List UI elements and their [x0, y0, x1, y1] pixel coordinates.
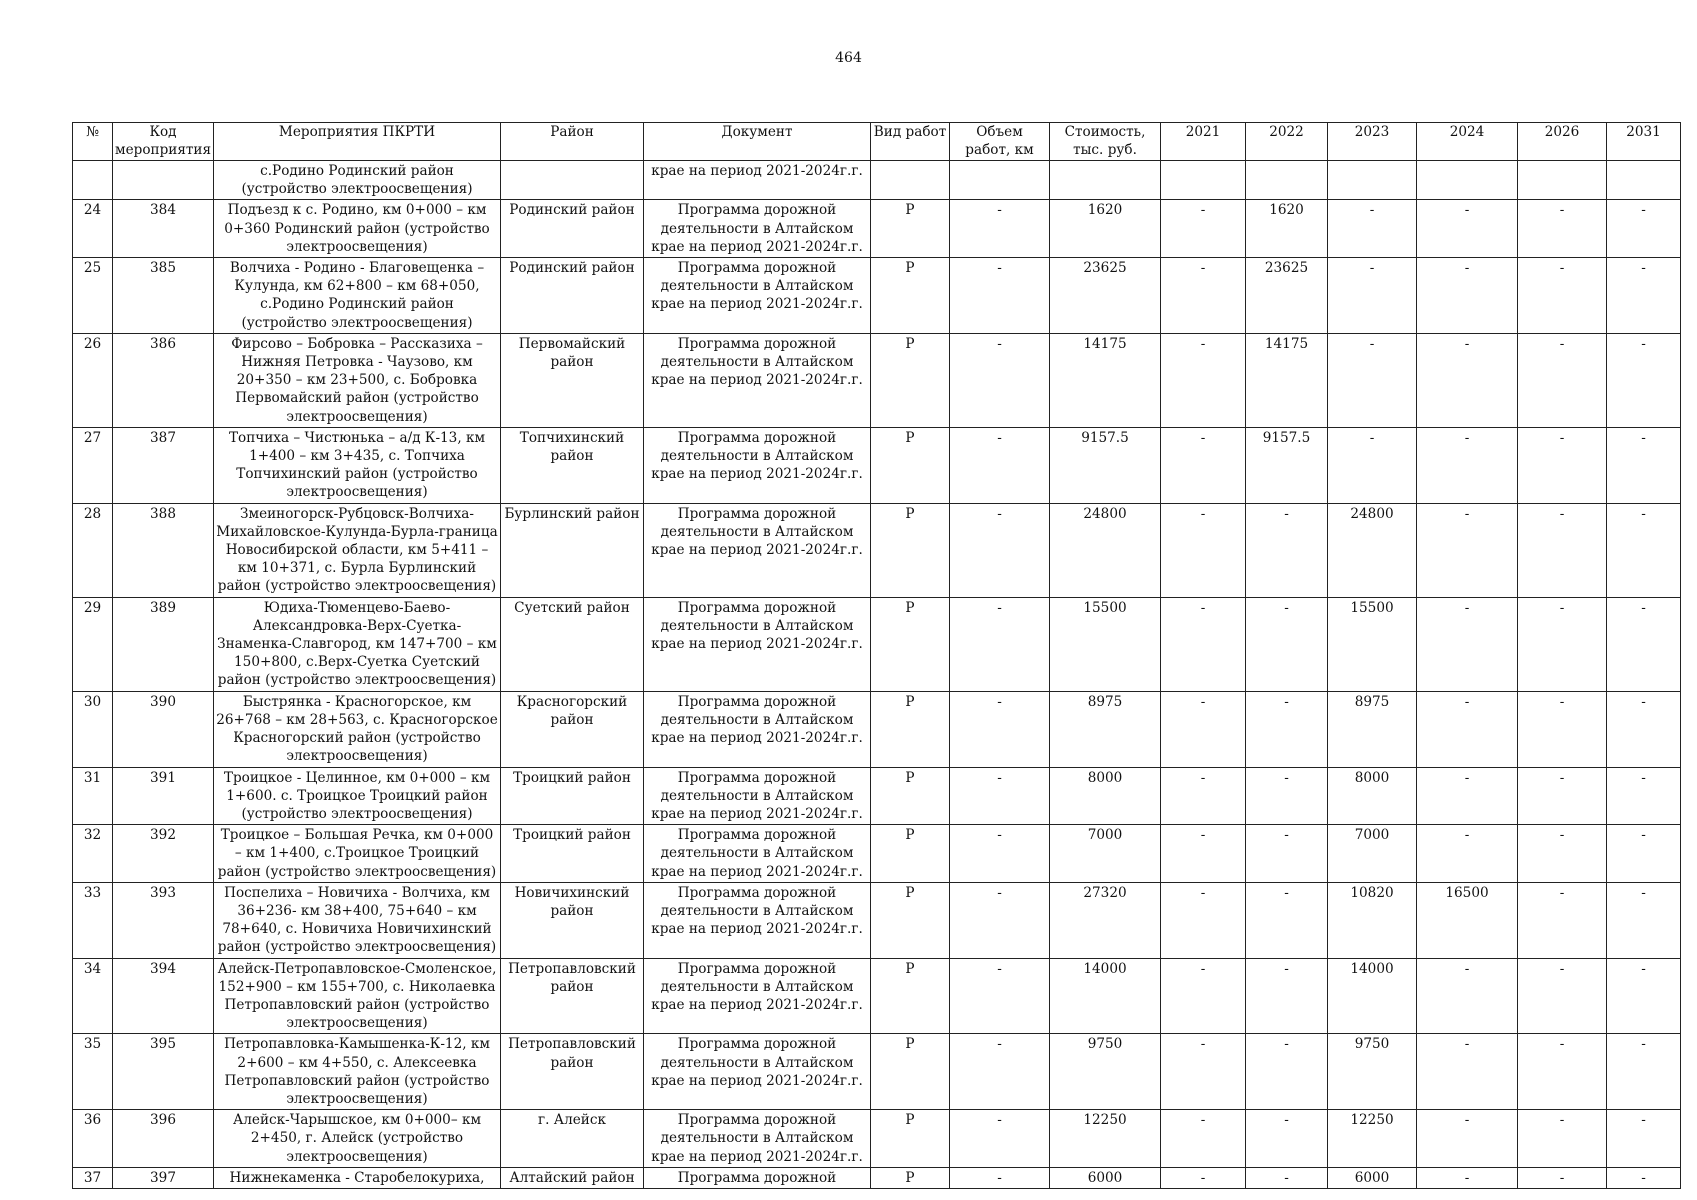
cell-2026: -: [1518, 767, 1607, 825]
cell-no: 32: [73, 825, 113, 883]
cell-2024: -: [1417, 200, 1518, 258]
cell-volume: -: [950, 200, 1050, 258]
cell-work-type: Р: [871, 258, 950, 334]
cell-code: 393: [113, 882, 214, 958]
cell-2026: -: [1518, 958, 1607, 1034]
cell-code: 384: [113, 200, 214, 258]
cell-cost: 9750: [1050, 1034, 1161, 1110]
cell-cost: 24800: [1050, 503, 1161, 597]
cell-document: Программа дорожной: [644, 1167, 871, 1188]
header-2024: 2024: [1417, 123, 1518, 161]
cell-work-type: Р: [871, 597, 950, 691]
cell-no: 27: [73, 427, 113, 503]
cell-2031: -: [1607, 1110, 1681, 1168]
table-row: [73, 503, 1681, 597]
cell-document: Программа дорожной деятельности в Алтайском крае на период 2021-2024г.г.: [644, 882, 871, 958]
header-code: Код мероприятия: [113, 123, 214, 161]
table-row: [73, 767, 1681, 825]
cell-document: Программа дорожной деятельности в Алтайском крае на период 2021-2024г.г.: [644, 503, 871, 597]
cell-2024: -: [1417, 427, 1518, 503]
cell-2024: -: [1417, 258, 1518, 334]
cell-work-type: [871, 161, 950, 200]
cell-2024: -: [1417, 825, 1518, 883]
cell-volume: [950, 161, 1050, 200]
cell-2023: 8975: [1328, 691, 1417, 767]
cell-code: [113, 161, 214, 200]
cell-district: Бурлинский район: [501, 503, 644, 597]
cell-2023: 7000: [1328, 825, 1417, 883]
cell-2023: 8000: [1328, 767, 1417, 825]
cell-code: 397: [113, 1167, 214, 1188]
cell-no: 30: [73, 691, 113, 767]
cell-measure: Алейск-Петропавловское-Смоленское, 152+900 – км 155+700, с. Николаевка Петропавловский район (устройство электроосвещения): [214, 958, 501, 1034]
cell-2026: -: [1518, 1110, 1607, 1168]
cell-volume: -: [950, 1034, 1050, 1110]
cell-document: Программа дорожной деятельности в Алтайском крае на период 2021-2024г.г.: [644, 258, 871, 334]
header-measure: Мероприятия ПКРТИ: [214, 123, 501, 161]
cell-2024: -: [1417, 333, 1518, 427]
cell-2031: -: [1607, 767, 1681, 825]
cell-work-type: Р: [871, 200, 950, 258]
cell-measure: Нижнекаменка - Старобелокуриха,: [214, 1167, 501, 1188]
cell-work-type: Р: [871, 691, 950, 767]
cell-2031: -: [1607, 1034, 1681, 1110]
cell-code: 396: [113, 1110, 214, 1168]
cell-2023: -: [1328, 333, 1417, 427]
cell-code: 388: [113, 503, 214, 597]
table-row: [73, 597, 1681, 691]
cell-2023: -: [1328, 200, 1417, 258]
cell-2024: -: [1417, 503, 1518, 597]
cell-2022: -: [1246, 503, 1328, 597]
cell-measure: Троицкое - Целинное, км 0+000 – км 1+600. с. Троицкое Троицкий район (устройство электроосвещения): [214, 767, 501, 825]
cell-document: Программа дорожной деятельности в Алтайском крае на период 2021-2024г.г.: [644, 691, 871, 767]
header-district: Район: [501, 123, 644, 161]
cell-no: 26: [73, 333, 113, 427]
cell-measure: Волчиха - Родино - Благовещенка – Кулунда, км 62+800 – км 68+050, с.Родино Родинский район (устройство электроосвещения): [214, 258, 501, 334]
cell-volume: -: [950, 427, 1050, 503]
cell-2024: [1417, 161, 1518, 200]
cell-2021: -: [1161, 258, 1246, 334]
cell-2021: -: [1161, 1167, 1246, 1188]
cell-document: Программа дорожной деятельности в Алтайском крае на период 2021-2024г.г.: [644, 1034, 871, 1110]
measures-table: [72, 122, 1681, 1189]
cell-cost: 1620: [1050, 200, 1161, 258]
cell-2022: -: [1246, 691, 1328, 767]
cell-no: 31: [73, 767, 113, 825]
cell-volume: -: [950, 691, 1050, 767]
cell-no: [73, 161, 113, 200]
cell-work-type: Р: [871, 427, 950, 503]
cell-2031: -: [1607, 597, 1681, 691]
cell-cost: 8000: [1050, 767, 1161, 825]
cell-code: 390: [113, 691, 214, 767]
cell-2026: -: [1518, 691, 1607, 767]
cell-code: 392: [113, 825, 214, 883]
cell-2022: -: [1246, 597, 1328, 691]
cell-work-type: Р: [871, 767, 950, 825]
cell-volume: -: [950, 958, 1050, 1034]
cell-2026: -: [1518, 1034, 1607, 1110]
cell-measure: Троицкое – Большая Речка, км 0+000 – км 1+400, с.Троицкое Троицкий район (устройство электроосвещения): [214, 825, 501, 883]
table-row: [73, 1034, 1681, 1110]
page-number: 464: [835, 50, 862, 66]
cell-2031: -: [1607, 333, 1681, 427]
cell-2031: -: [1607, 825, 1681, 883]
cell-2026: -: [1518, 825, 1607, 883]
cell-2026: -: [1518, 200, 1607, 258]
cell-2026: -: [1518, 882, 1607, 958]
cell-2026: -: [1518, 333, 1607, 427]
cell-2024: -: [1417, 958, 1518, 1034]
cell-document: крае на период 2021-2024г.г.: [644, 161, 871, 200]
header-2021: 2021: [1161, 123, 1246, 161]
cell-code: 391: [113, 767, 214, 825]
cell-2021: -: [1161, 882, 1246, 958]
cell-no: 28: [73, 503, 113, 597]
cell-measure: Подъезд к с. Родино, км 0+000 – км 0+360 Родинский район (устройство электроосвещения): [214, 200, 501, 258]
table-row: [73, 691, 1681, 767]
cell-work-type: Р: [871, 503, 950, 597]
cell-district: г. Алейск: [501, 1110, 644, 1168]
header-2022: 2022: [1246, 123, 1328, 161]
table-row: [73, 333, 1681, 427]
header-2026: 2026: [1518, 123, 1607, 161]
cell-2026: [1518, 161, 1607, 200]
cell-2023: 24800: [1328, 503, 1417, 597]
cell-2022: -: [1246, 1110, 1328, 1168]
cell-district: Суетский район: [501, 597, 644, 691]
cell-2023: 14000: [1328, 958, 1417, 1034]
cell-document: Программа дорожной деятельности в Алтайском крае на период 2021-2024г.г.: [644, 597, 871, 691]
table-row: [73, 200, 1681, 258]
cell-2031: -: [1607, 882, 1681, 958]
cell-district: Петропавловский район: [501, 958, 644, 1034]
header-row: [73, 123, 1681, 161]
cell-2022: -: [1246, 958, 1328, 1034]
cell-2024: -: [1417, 1110, 1518, 1168]
cell-2031: -: [1607, 200, 1681, 258]
cell-2026: -: [1518, 427, 1607, 503]
cell-work-type: Р: [871, 1110, 950, 1168]
cell-district: Петропавловский район: [501, 1034, 644, 1110]
cell-2022: 9157.5: [1246, 427, 1328, 503]
cell-no: 35: [73, 1034, 113, 1110]
cell-2021: -: [1161, 200, 1246, 258]
cell-no: 34: [73, 958, 113, 1034]
cell-district: Троицкий район: [501, 825, 644, 883]
table-row: [73, 958, 1681, 1034]
cell-2021: -: [1161, 1110, 1246, 1168]
cell-2024: -: [1417, 1034, 1518, 1110]
cell-volume: -: [950, 258, 1050, 334]
cell-measure: Поспелиха – Новичиха - Волчиха, км 36+236- км 38+400, 75+640 – км 78+640, с. Новичиха Новичихинский район (устройство электроосвещения): [214, 882, 501, 958]
cell-district: Первомайский район: [501, 333, 644, 427]
cell-code: 394: [113, 958, 214, 1034]
cell-district: Красногорский район: [501, 691, 644, 767]
cell-document: Программа дорожной деятельности в Алтайском крае на период 2021-2024г.г.: [644, 427, 871, 503]
cell-volume: -: [950, 1110, 1050, 1168]
cell-2022: -: [1246, 767, 1328, 825]
cell-district: Новичихинский район: [501, 882, 644, 958]
cell-2031: -: [1607, 691, 1681, 767]
cell-volume: -: [950, 333, 1050, 427]
cell-2023: -: [1328, 258, 1417, 334]
cell-work-type: Р: [871, 825, 950, 883]
cell-2021: -: [1161, 825, 1246, 883]
header-document: Документ: [644, 123, 871, 161]
cell-2024: -: [1417, 1167, 1518, 1188]
cell-cost: 14000: [1050, 958, 1161, 1034]
cell-no: 25: [73, 258, 113, 334]
cell-measure: Петропавловка-Камышенка-К-12, км 2+600 – км 4+550, с. Алексеевка Петропавловский район (устройство электроосвещения): [214, 1034, 501, 1110]
cell-volume: -: [950, 882, 1050, 958]
cell-work-type: Р: [871, 958, 950, 1034]
continuation-row: [73, 161, 1681, 200]
cell-2026: -: [1518, 258, 1607, 334]
cell-2031: -: [1607, 958, 1681, 1034]
cell-2026: -: [1518, 597, 1607, 691]
cell-cost: 7000: [1050, 825, 1161, 883]
cell-volume: -: [950, 503, 1050, 597]
cell-district: Троицкий район: [501, 767, 644, 825]
cell-2023: 12250: [1328, 1110, 1417, 1168]
cell-measure: с.Родино Родинский район (устройство электроосвещения): [214, 161, 501, 200]
cell-volume: -: [950, 825, 1050, 883]
table-row: [73, 882, 1681, 958]
cell-2031: -: [1607, 427, 1681, 503]
table-row: [73, 1110, 1681, 1168]
header-cost: Стоимость, тыс. руб.: [1050, 123, 1161, 161]
cell-no: 37: [73, 1167, 113, 1188]
cell-document: Программа дорожной деятельности в Алтайском крае на период 2021-2024г.г.: [644, 200, 871, 258]
cell-2023: -: [1328, 427, 1417, 503]
cell-no: 33: [73, 882, 113, 958]
cell-volume: -: [950, 1167, 1050, 1188]
cell-cost: 15500: [1050, 597, 1161, 691]
header-work-type: Вид работ: [871, 123, 950, 161]
cell-work-type: Р: [871, 333, 950, 427]
cell-2023: 15500: [1328, 597, 1417, 691]
cell-2031: [1607, 161, 1681, 200]
cell-2023: 6000: [1328, 1167, 1417, 1188]
cell-2021: -: [1161, 597, 1246, 691]
cell-2022: 14175: [1246, 333, 1328, 427]
cell-district: [501, 161, 644, 200]
cell-no: 36: [73, 1110, 113, 1168]
cell-2021: -: [1161, 1034, 1246, 1110]
cell-cost: 14175: [1050, 333, 1161, 427]
cell-2021: -: [1161, 427, 1246, 503]
cell-2023: 10820: [1328, 882, 1417, 958]
cell-2024: 16500: [1417, 882, 1518, 958]
cell-cost: 6000: [1050, 1167, 1161, 1188]
cell-no: 29: [73, 597, 113, 691]
cell-work-type: Р: [871, 882, 950, 958]
cell-2024: -: [1417, 767, 1518, 825]
cell-document: Программа дорожной деятельности в Алтайском крае на период 2021-2024г.г.: [644, 1110, 871, 1168]
cell-document: Программа дорожной деятельности в Алтайском крае на период 2021-2024г.г.: [644, 958, 871, 1034]
cell-code: 386: [113, 333, 214, 427]
cell-2022: -: [1246, 1034, 1328, 1110]
cell-measure: Быстрянка - Красногорское, км 26+768 – км 28+563, с. Красногорское Красногорский район (устройство электроосвещения): [214, 691, 501, 767]
cell-volume: -: [950, 767, 1050, 825]
header-2023: 2023: [1328, 123, 1417, 161]
header-2031: 2031: [1607, 123, 1681, 161]
cell-district: Родинский район: [501, 200, 644, 258]
cell-cost: 27320: [1050, 882, 1161, 958]
cell-cost: 23625: [1050, 258, 1161, 334]
cell-2021: -: [1161, 691, 1246, 767]
cell-2022: 23625: [1246, 258, 1328, 334]
table-row: [73, 825, 1681, 883]
cell-document: Программа дорожной деятельности в Алтайском крае на период 2021-2024г.г.: [644, 767, 871, 825]
cell-measure: Алейск-Чарышское, км 0+000– км 2+450, г. Алейск (устройство электроосвещения): [214, 1110, 501, 1168]
cell-2023: [1328, 161, 1417, 200]
cell-document: Программа дорожной деятельности в Алтайском крае на период 2021-2024г.г.: [644, 333, 871, 427]
cell-cost: 12250: [1050, 1110, 1161, 1168]
cell-2024: -: [1417, 597, 1518, 691]
cell-district: Алтайский район: [501, 1167, 644, 1188]
cell-district: Родинский район: [501, 258, 644, 334]
cell-measure: Топчиха – Чистюнька – а/д К-13, км 1+400 – км 3+435, с. Топчиха Топчихинский район (устройство электроосвещения): [214, 427, 501, 503]
header-volume: Объем работ, км: [950, 123, 1050, 161]
cell-work-type: Р: [871, 1167, 950, 1188]
cell-district: Топчихинский район: [501, 427, 644, 503]
table-row: [73, 427, 1681, 503]
cell-cost: 8975: [1050, 691, 1161, 767]
cell-2021: -: [1161, 333, 1246, 427]
cell-2021: -: [1161, 767, 1246, 825]
cell-volume: -: [950, 597, 1050, 691]
cell-cost: 9157.5: [1050, 427, 1161, 503]
cell-2022: [1246, 161, 1328, 200]
cell-code: 385: [113, 258, 214, 334]
cell-2022: -: [1246, 1167, 1328, 1188]
cell-2023: 9750: [1328, 1034, 1417, 1110]
cell-2031: -: [1607, 1167, 1681, 1188]
header-no: №: [73, 123, 113, 161]
cell-2021: -: [1161, 503, 1246, 597]
table-row: [73, 258, 1681, 334]
cell-code: 389: [113, 597, 214, 691]
cell-2022: -: [1246, 825, 1328, 883]
cell-2031: -: [1607, 258, 1681, 334]
cell-measure: Змеиногорск-Рубцовск-Волчиха-Михайловское-Кулунда-Бурла-граница Новосибирской области, км 5+411 – км 10+371, с. Бурла Бурлинский район (устройство электроосвещения): [214, 503, 501, 597]
cell-code: 395: [113, 1034, 214, 1110]
cell-no: 24: [73, 200, 113, 258]
cell-measure: Юдиха-Тюменцево-Баево-Александровка-Верх-Суетка-Знаменка-Славгород, км 147+700 – км 150+800, с.Верх-Суетка Суетский район (устройство электроосвещения): [214, 597, 501, 691]
table-row: [73, 1167, 1681, 1188]
cell-2022: 1620: [1246, 200, 1328, 258]
cell-2021: -: [1161, 958, 1246, 1034]
cell-code: 387: [113, 427, 214, 503]
cell-work-type: Р: [871, 1034, 950, 1110]
cell-2026: -: [1518, 503, 1607, 597]
cell-2022: -: [1246, 882, 1328, 958]
cell-cost: [1050, 161, 1161, 200]
cell-2021: [1161, 161, 1246, 200]
cell-2031: -: [1607, 503, 1681, 597]
cell-2026: -: [1518, 1167, 1607, 1188]
cell-2024: -: [1417, 691, 1518, 767]
cell-measure: Фирсово – Бобровка – Рассказиха – Нижняя Петровка - Чаузово, км 20+350 – км 23+500, с. Бобровка Первомайский район (устройство электроосвещения): [214, 333, 501, 427]
cell-document: Программа дорожной деятельности в Алтайском крае на период 2021-2024г.г.: [644, 825, 871, 883]
